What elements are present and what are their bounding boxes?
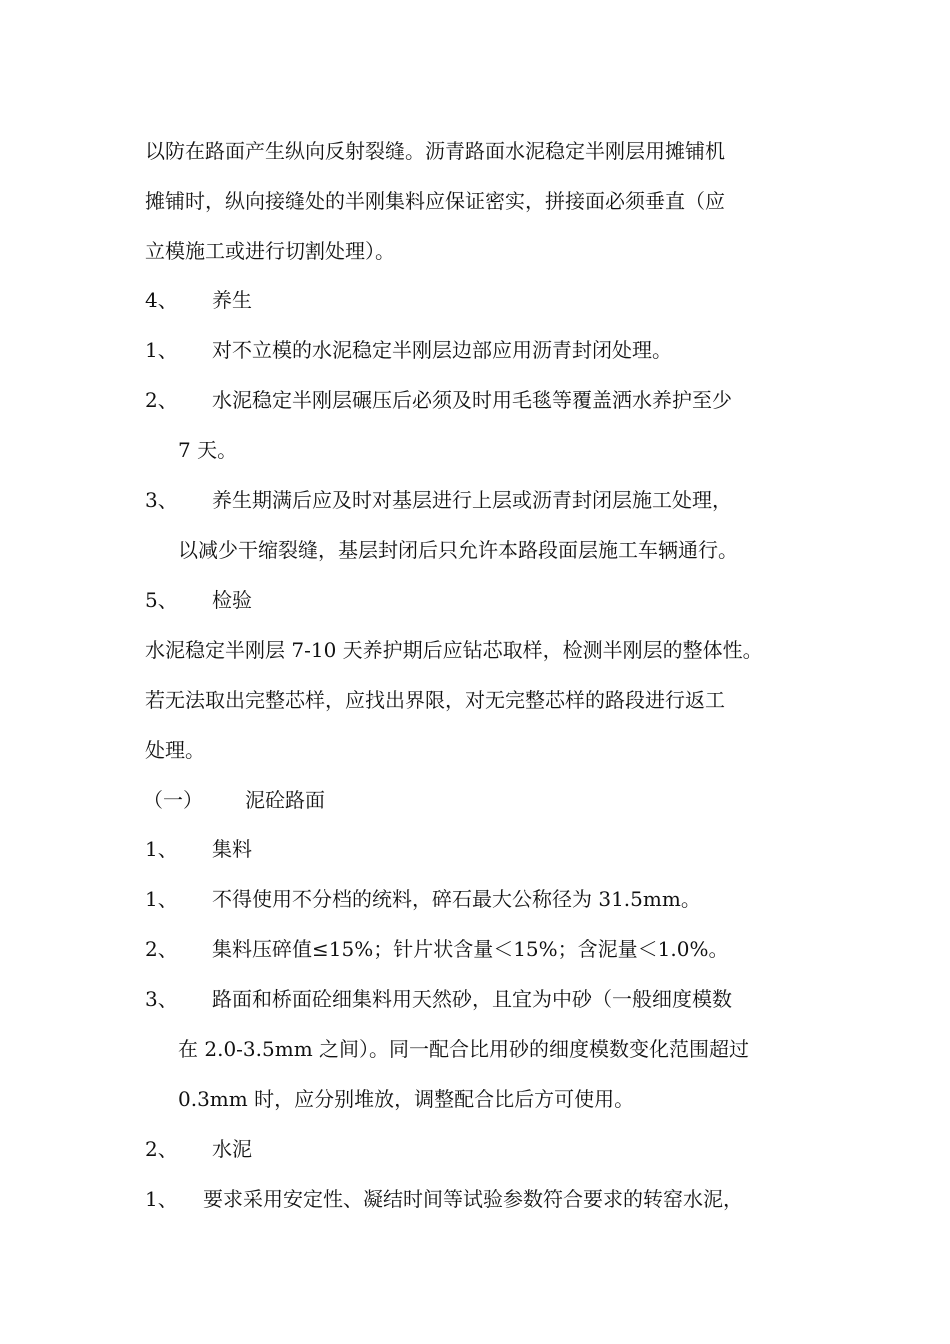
item-text: 不得使用不分档的统料，碎石最大公称径为 31.5mm。 [212,887,701,911]
item-text: 路面和桥面砼细集料用天然砂，且宜为中砂（一般细度模数 [212,987,732,1011]
line-text: 0.3mm 时，应分别堆放，调整配合比后方可使用。 [178,1087,635,1111]
line-text: 摊铺时，纵向接缝处的半刚集料应保证密实，拼接面必须垂直（应 [145,189,725,213]
item-text: 对不立模的水泥稳定半刚层边部应用沥青封闭处理。 [212,338,672,362]
line-text: 7 天。 [178,438,238,462]
list-item-continuation [178,1085,634,1113]
paragraph-line [145,636,763,664]
list-item-continuation [178,536,738,564]
item-number: 3、 [145,987,178,1011]
line-text: 水泥稳定半刚层 7-10 天养护期后应钻芯取样，检测半刚层的整体性。 [145,638,763,662]
item-text: 集料压碎值≤15%；针片状含量＜15%；含泥量＜1.0%。 [212,937,729,961]
item-text: 养生 [212,288,252,312]
item-text: 集料 [212,837,252,861]
item-text: 养生期满后应及时对基层进行上层或沥青封闭层施工处理， [212,488,732,512]
item-number: 1、 [145,887,178,911]
item-number: 4、 [145,288,178,312]
item-number: 2、 [145,937,178,961]
paragraph-line [145,736,205,764]
paragraph-line [145,237,395,265]
item-number: 5、 [145,588,178,612]
item-text: 要求采用安定性、凝结时间等试验参数符合要求的转窑水泥， [203,1187,743,1211]
line-text: 以减少干缩裂缝，基层封闭后只允许本路段面层施工车辆通行。 [178,538,738,562]
line-text: 在 2.0-3.5mm 之间）。同一配合比用砂的细度模数变化范围超过 [178,1037,750,1061]
paragraph-line [145,686,725,714]
paragraph-line [145,137,725,165]
item-number: 2、 [145,388,178,412]
paragraph-line [145,187,725,215]
item-text: 检验 [212,588,252,612]
item-number: 3、 [145,488,178,512]
line-text: 以防在路面产生纵向反射裂缝。沥青路面水泥稳定半刚层用摊铺机 [145,139,725,163]
section-number: （一） [143,788,203,812]
item-number: 2、 [145,1137,178,1161]
line-text: 处理。 [145,738,205,762]
item-number: 1、 [145,837,178,861]
list-item-continuation [178,1035,749,1063]
list-item-continuation [178,436,237,464]
item-number: 1、 [145,338,178,362]
line-text: 立模施工或进行切割处理）。 [145,239,395,263]
section-title: 泥砼路面 [245,788,325,812]
item-text: 水泥稳定半刚层碾压后必须及时用毛毯等覆盖洒水养护至少 [212,388,732,412]
item-number: 1、 [145,1187,178,1211]
item-text: 水泥 [212,1137,252,1161]
line-text: 若无法取出完整芯样，应找出界限，对无完整芯样的路段进行返工 [145,688,725,712]
